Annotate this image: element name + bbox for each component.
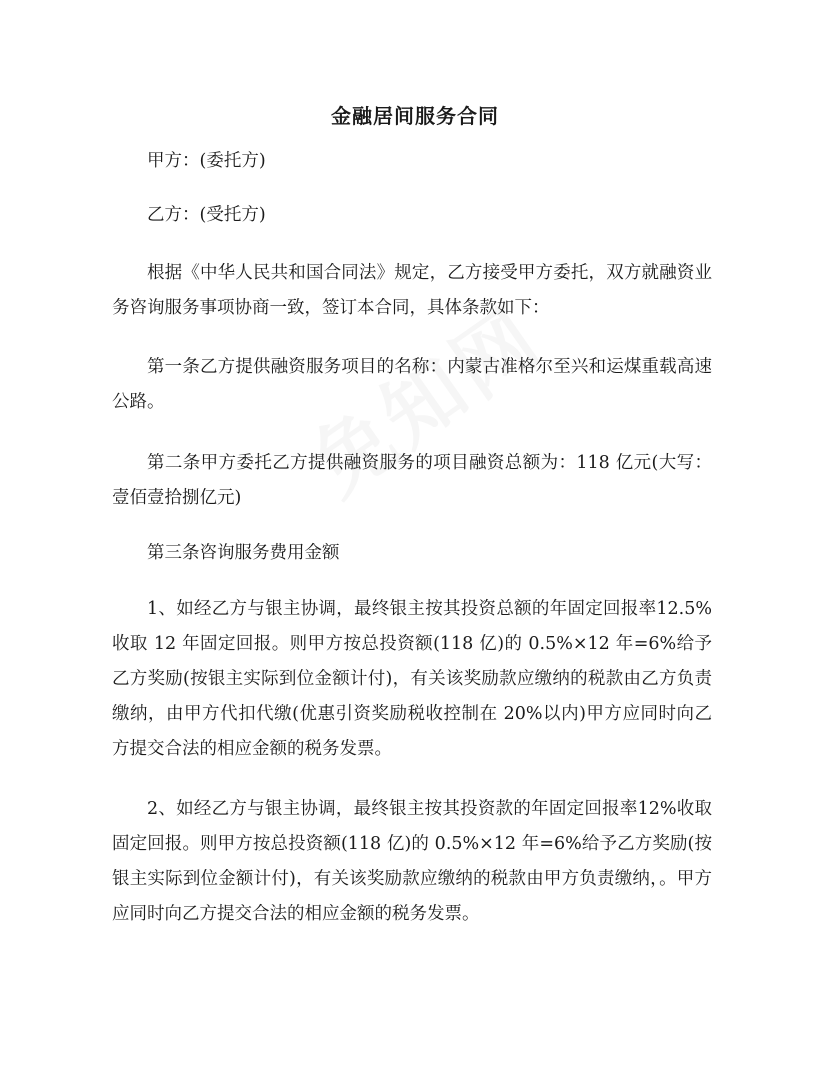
party-a: 甲方：(委托方) <box>147 151 266 171</box>
clause-2: 2、如经乙方与银主协调，最终银主按其投资款的年固定回报率12%收取固定回报。则甲方按总投资额(118 亿)的 0.5%×12 年=6%给予乙方奖励(按银主实际到位金额计付)，有关该奖励款应缴纳的税款由甲方负责缴纳，。甲方应同时向乙方提交合法的相应金额的税务发票。 <box>112 799 712 924</box>
article-3-heading: 第三条咨询服务费用金额 <box>147 543 340 563</box>
article-1: 第一条乙方提供融资服务项目的名称：内蒙古准格尔至兴和运煤重载高速公路。 <box>112 357 712 412</box>
document-title: 金融居间服务合同 <box>331 104 499 128</box>
article-2: 第二条甲方委托乙方提供融资服务的项目融资总额为：118 亿元(大写：壹佰壹拾捌亿元) <box>112 453 712 508</box>
party-b: 乙方：(受托方) <box>147 205 266 225</box>
clause-1: 1、如经乙方与银主协调，最终银主按其投资总额的年固定回报率12.5%收取 12 年固定回报。则甲方按总投资额(118 亿)的 0.5%×12 年=6%给予乙方奖励(按银主实际到位金额计付)，有关该奖励款应缴纳的税款由乙方负责缴纳，由甲方代扣代缴(优惠引资奖励税收控制在 20%以内)甲方应同时向乙方提交合法的相应金额的税务发票。 <box>112 599 712 759</box>
preamble-paragraph: 根据《中华人民共和国合同法》规定，乙方接受甲方委托，双方就融资业务咨询服务事项协商一致，签订本合同，具体条款如下： <box>112 263 712 318</box>
